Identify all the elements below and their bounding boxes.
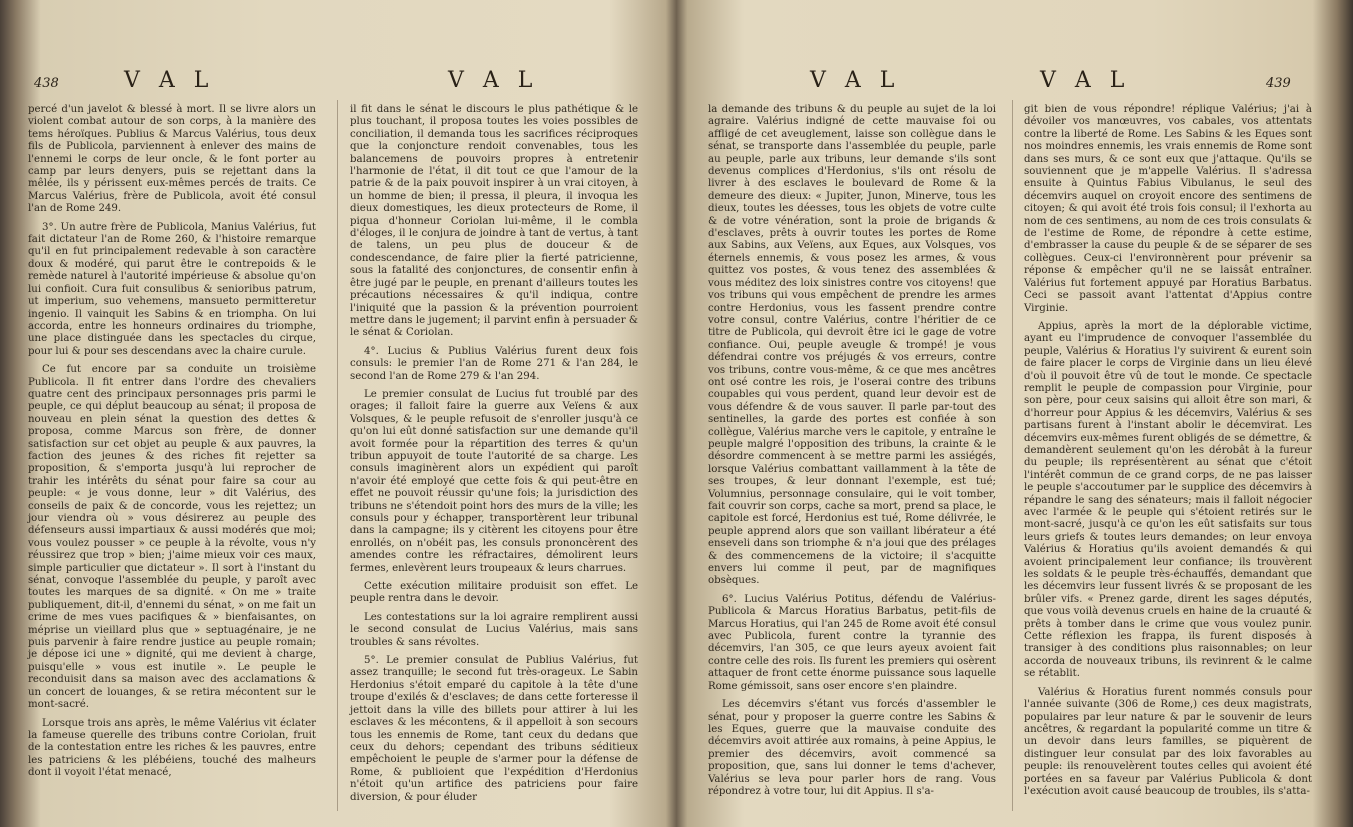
paragraph: Les contestations sur la loi agraire remplirent aussi le second consulat de Lucius Valérius, mais sans troubles & sans révoltes. <box>350 611 638 648</box>
left-page <box>28 0 664 827</box>
column-rule <box>337 100 338 811</box>
paragraph: Appius, après la mort de la déplorable victime, ayant eu l'imprudence de convoquer l'assemblée du peuple, Valérius & Horatius l'y suivirent & eurent soin de faire placer le corps de Virginie dans un lieu élevé d'où il pouvoit être vû de tout le monde. Ce spectacle remplit le peuple de compassion pour Virginie, pour son père, pour ceux saisins qui alloit être son mari, & d'horreur pour Appius & les décemvirs, Valérius & ses partisans furent à l'instant abolir le décemvirat. Les décemvirs eux-mêmes furent obligés de se démettre, & demandèrent seulement qu'on les dérobât à la fureur du peuple; ils représentèrent au sénat que c'étoit l'intérêt commun de ce grand corps, de ne pas laisser le peuple s'accoutumer par le supplice des décemvirs à répandre le sang des sénateurs; mais il falloit négocier avec l'armée & le peuple qui s'étoient retirés sur le mont-sacré, jusqu'à ce qu'on les eût satisfaits sur tous leurs griefs & toutes leurs demandes; on leur envoya Valérius & Horatius qu'ils avoient demandés & qui avoient principalement leur confiance; ils trouvèrent les soldats & le peuple très-échauffés, demandant que les décemvirs leur fussent livrés & se proposant de les brûler vifs. « Prenez garde, dirent les sages députés, que vous voilà devenus cruels en haine de la cruauté & prêts à tomber dans le crime que vous voulez punir. Cette réflexion les frappa, ils furent disposés à transiger à des conditions plus raisonnables; on leur accorda de nouveaux tribuns, ils revinrent & le calme se rétablit. <box>1024 320 1312 680</box>
paragraph: Valérius & Horatius furent nommés consuls pour l'année suivante (306 de Rome,) ces deux magistrats, populaires par leur nature & par le souvenir de leurs ancêtres, & regardant la popularité comme un titre & un devoir dans leurs familles, se piquèrent de distinguer leur consulat par des loix favorables au peuple: ils renouvelèrent toutes celles qui avoient été portées en sa faveur par Valérius Publicola & dont l'exécution avoit causé beaucoup de troubles, ils s'atta- <box>1024 686 1312 797</box>
paragraph: git bien de vous répondre! réplique Valérius; j'ai à dévoiler vos manœuvres, vos cabales, vos attentats contre la liberté de Rome. Les Sabins & les Eques sont nos moindres ennemis, les vrais ennemis de Rome sont dans ses murs, & ce sont eux que j'attaque. Qu'ils se souviennent que je m'appelle Valérius. Il s'adressa ensuite à Quintus Fabius Vibulanus, le seul des décemvirs auquel on croyoit encore des sentimens de citoyen; & qui avoit été trois fois consul; il l'exhorta au nom de ces sentimens, au nom de ces trois consulats & de l'estime de Rome, de répondre à cette estime, d'embrasser la cause du peuple & de se séparer de ses collègues. Ceux-ci l'environnèrent pour prévenir sa réponse & empêcher qu'il ne se laissât entraîner. Valérius fut fortement appuyé par Horatius Barbatus. Ceci se passoit avant l'attentat d'Appius contre Virginie. <box>1024 104 1312 314</box>
left-header-title-2: V A L <box>448 68 539 93</box>
right-header-title-2: V A L <box>1040 68 1131 93</box>
right-page-header <box>690 68 1320 96</box>
left-header-title-1: V A L <box>124 68 215 93</box>
left-page-header <box>28 68 664 96</box>
paragraph: Cette exécution militaire produisit son effet. Le peuple rentra dans le devoir. <box>350 581 638 605</box>
paragraph: percé d'un javelot & blessé à mort. Il se livre alors un violent combat autour de son corps, à la manière des tems héroïques. Publius & Marcus Valérius, tous deux fils de Publicola, parviennent à enlever des mains de l'ennemi le corps de leur oncle, & le font porter au camp par leurs denyers, puis se rejettant dans la mêlée, ils y périssent eux-mêmes percés de traits. Ce Marcus Valérius, frère de Publicola, avoit été consul l'an de Rome 249. <box>28 104 316 215</box>
right-page-column-1 <box>708 104 996 804</box>
paragraph: Les décemvirs s'étant vus forcés d'assembler le sénat, pour y proposer la guerre contre les Sabins & les Eques, guerre que la mauvaise conduite des décemvirs avoit attirée aux romains, à peine Appius, le premier des décemvirs, avoit commencé sa proposition, que, sans lui donner le tems d'achever, Valérius se leva pour parler hors de rang. Vous répondrez à votre tour, lui dit Appius. Il s'a- <box>708 699 996 797</box>
paragraph: il fit dans le sénat le discours le plus pathétique & le plus touchant, il proposa toutes les voies possibles de conciliation, il demanda tous les sacrifices réciproques que la conjoncture rendoit convenables, tous les balancemens de pouvoirs propres à entretenir l'harmonie de l'état, il dit tout ce que l'amour de la patrie & de la paix pouvoit inspirer à un vrai citoyen, à un homme de bien; il pressa, il pleura, il invoqua les dieux domestiques, les dieux protecteurs de Rome, il piqua d'honneur Coriolan lui-même, il le combla d'éloges, il le conjura de joindre à tant de vertus, à tant de talens, un peu plus de douceur & de condescendance, de faire plier la fierté patricienne, sous la fatalité des conjonctures, de consentir enfin à être jugé par le peuple, en prenant d'ailleurs toutes les précautions nécessaires & qu'il indiqua, contre l'iniquité que la passion & la prévention pourroient mettre dans le jugement; il parvint enfin à persuader & le sénat & Coriolan. <box>350 104 638 339</box>
right-header-title-1: V A L <box>810 68 901 93</box>
paragraph: 5°. Le premier consulat de Publius Valérius, fut assez tranquille; le second fut très-orageux. Le Sabin Herdonius s'étoit emparé du capitole à la tête d'une troupe d'exilés & d'esclaves; de dans cette forteresse il jettoit dans la ville des billets pour attirer à lui les esclaves & les mécontens, & il appelloit à son secours tous les ennemis de Rome, tant ceux du dedans que ceux du dehors; cependant des tribuns séditieux empêchoient le peuple de s'armer pour la défense de Rome, & publioient que l'expédition d'Herdonius n'étoit qu'un artifice des patriciens pour faire diversion, & pour éluder <box>350 655 638 803</box>
right-page <box>690 0 1320 827</box>
left-page-column-2 <box>350 104 638 810</box>
paragraph: 6°. Lucius Valérius Potitus, défendu de Valérius-Publicola & Marcus Horatius Barbatus, petit-fils de Marcus Horatius, qui l'an 245 de Rome avoit été consul avec Publicola, furent contre la tyrannie des décemvirs, l'an 305, ce que leurs ayeux avoient fait contre celle des rois. Ils furent les premiers qui osèrent attaquer de front cette énorme puissance sous laquelle Rome gémissoit, sans oser encore s'en plaindre. <box>708 593 996 692</box>
paragraph: Ce fut encore par sa conduite un troisième Publicola. Il fit entrer dans l'ordre des chevaliers quatre cent des principaux personnages pris parmi le peuple, ce qui déplut beaucoup au sénat; il proposa de nouveau en plein sénat la question des dettes & proposa, comme Marcus son frère, de donner satisfaction sur cet objet au peuple & aux pauvres, la faction des jeunes & des riches fit rejetter sa proposition, & s'emporta jusqu'à lui reprocher de trahir les intérêts du sénat pour faire sa cour au peuple: « je vous donne, leur » dit Valérius, des conseils de paix & de concorde, vous les rejettez; un jour viendra où » vous désirerez au peuple des défenseurs aussi impartiaux & aussi modérés que moi; vous voulez pousser » ce peuple à la révolte, vous n'y réussirez que trop » bien; j'aime mieux voir ces maux, simple particulier que dictateur ». Il sort à l'instant du sénat, convoque l'assemblée du peuple, y paroît avec toutes les marques de sa dignité. « On me » traite publiquement, dit-il, d'ennemi du sénat, » on me fait un crime de mes vues pacifiques & » bienfaisantes, on méprise un vieillard plus que » septuagénaire, je ne puis parvenir à faire rendre justice au peuple romain; je dépose ici une » dignité, qui me devient à charge, puisqu'elle » vous est inutile ». Le peuple le reconduisit dans sa maison avec des acclamations & un concert de louanges, & se retira mécontent sur le mont-sacré. <box>28 364 316 711</box>
column-rule <box>1012 100 1013 811</box>
paragraph: Lorsque trois ans après, le même Valérius vit éclater la fameuse querelle des tribuns contre Coriolan, fruit de la contestation entre les riches & les pauvres, entre les patriciens & les plébéiens, touché des malheurs dont il voyoit l'état menacé, <box>28 717 316 779</box>
paragraph: la demande des tribuns & du peuple au sujet de la loi agraire. Valérius indigné de cette mauvaise foi ou affligé de cet aveuglement, laisse son collègue dans le sénat, se transporte dans l'assemblée du peuple, parle au peuple, parle aux tribuns, leur demande s'ils sont devenus complices d'Herdonius, s'ils ont résolu de livrer à des esclaves le boulevard de Rome & la demeure des dieux: « Jupiter, Junon, Minerve, tous les dieux, toutes les déesses, tous les objets de votre culte & de votre vénération, sont la proie de brigands & d'esclaves, prêts à ouvrir toutes les portes de Rome aux Sabins, aux Veïens, aux Eques, aux Volsques, vos éternels ennemis, & vous posez les armes, & vous quittez vos postes, & vous tenez des assemblées & vous méditez des loix sinistres contre vos citoyens! que vos tribuns qui vous empêchent de prendre les armes contre Herdonius, vous les fassent prendre contre votre consul, contre Valérius, contre l'héritier de ce titre de Publicola, qui devroit être ici le gage de votre confiance. Oui, peuple aveugle & trompé! je vous défendrai contre vos préjugés & vos erreurs, contre vos tribuns, contre vous-même, & ce que mes ancêtres ont osé contre les rois, je l'oserai contre des tribuns coupables qui vous perdent, quand leur devoir est de vous défendre & de vous sauver. Il parle par-tout des sentinelles, la garde des portes est confiée à son collègue, Valérius marche vers le capitole, y entraîne le peuple malgré l'opposition des tribuns, la crainte & le désordre commencent à se mettre parmi les assiégés, lorsque Valérius combattant vaillamment à la tête de ses troupes, & leur donnant l'exemple, est tué; Volumnius, personnage consulaire, qui le voit tomber, fait couvrir son corps, cache sa mort, prend sa place, le capitole est forcé, Herdonius est tué, Rome délivrée, le peuple apprend alors que son vaillant libérateur a été enseveli dans son triomphe & n'a joui que des prélages & des commencemens de la victoire; il s'acquitte envers lui comme il peut, par de magnifiques obsèques. <box>708 104 996 587</box>
paragraph: 4°. Lucius & Publius Valérius furent deux fois consuls: le premier l'an de Rome 271 & l'an 284, le second l'an de Rome 279 & l'an 294. <box>350 345 638 382</box>
paragraph: 3°. Un autre frère de Publicola, Manius Valérius, fut fait dictateur l'an de Rome 260, & l'histoire remarque qu'il en fut principalement redevable à son caractère doux & modéré, qui parut être le contrepoids & le remède naturel à l'autorité impérieuse & absolue qu'on lui confioit. Cura fuit consulibus & senioribus patrum, ut imperium, suo vehemens, mansueto permitteretur ingenio. Il vainquit les Sabins & en triompha. On lui accorda, entre les honneurs ordinaires du triomphe, une place distinguée dans les spectacles du cirque, pour lui & pour ses descendans avec la chaire curule. <box>28 221 316 357</box>
right-page-column-2 <box>1024 104 1312 804</box>
paragraph: Le premier consulat de Lucius fut troublé par des orages; il falloit faire la guerre aux Veïens & aux Volsques, & le peuple refusoit de s'enroller jusqu'à ce qu'on lui eût donné satisfaction sur une demande qu'il avoit formée pour la répartition des terres & qu'un tribun appuyoit de toute l'autorité de sa charge. Les consuls imaginèrent alors un expédient qui paroît n'avoir été employé que cette fois & qui peut-être en effet ne pouvoit réussir qu'une fois; la jurisdiction des tribuns ne s'étendoit point hors des murs de la ville; les consuls pour y échapper, transportèrent leur tribunal dans la campagne; ils y citèrent les citoyens pour être enrollés, on n'obéit pas, les consuls prononcèrent des amendes contre les réfractaires, démolirent leurs fermes, enlevèrent leurs troupeaux & leurs charrues. <box>350 388 638 574</box>
left-page-number: 438 <box>34 76 59 91</box>
right-page-number: 439 <box>1266 76 1291 91</box>
left-page-column-1 <box>28 104 316 786</box>
